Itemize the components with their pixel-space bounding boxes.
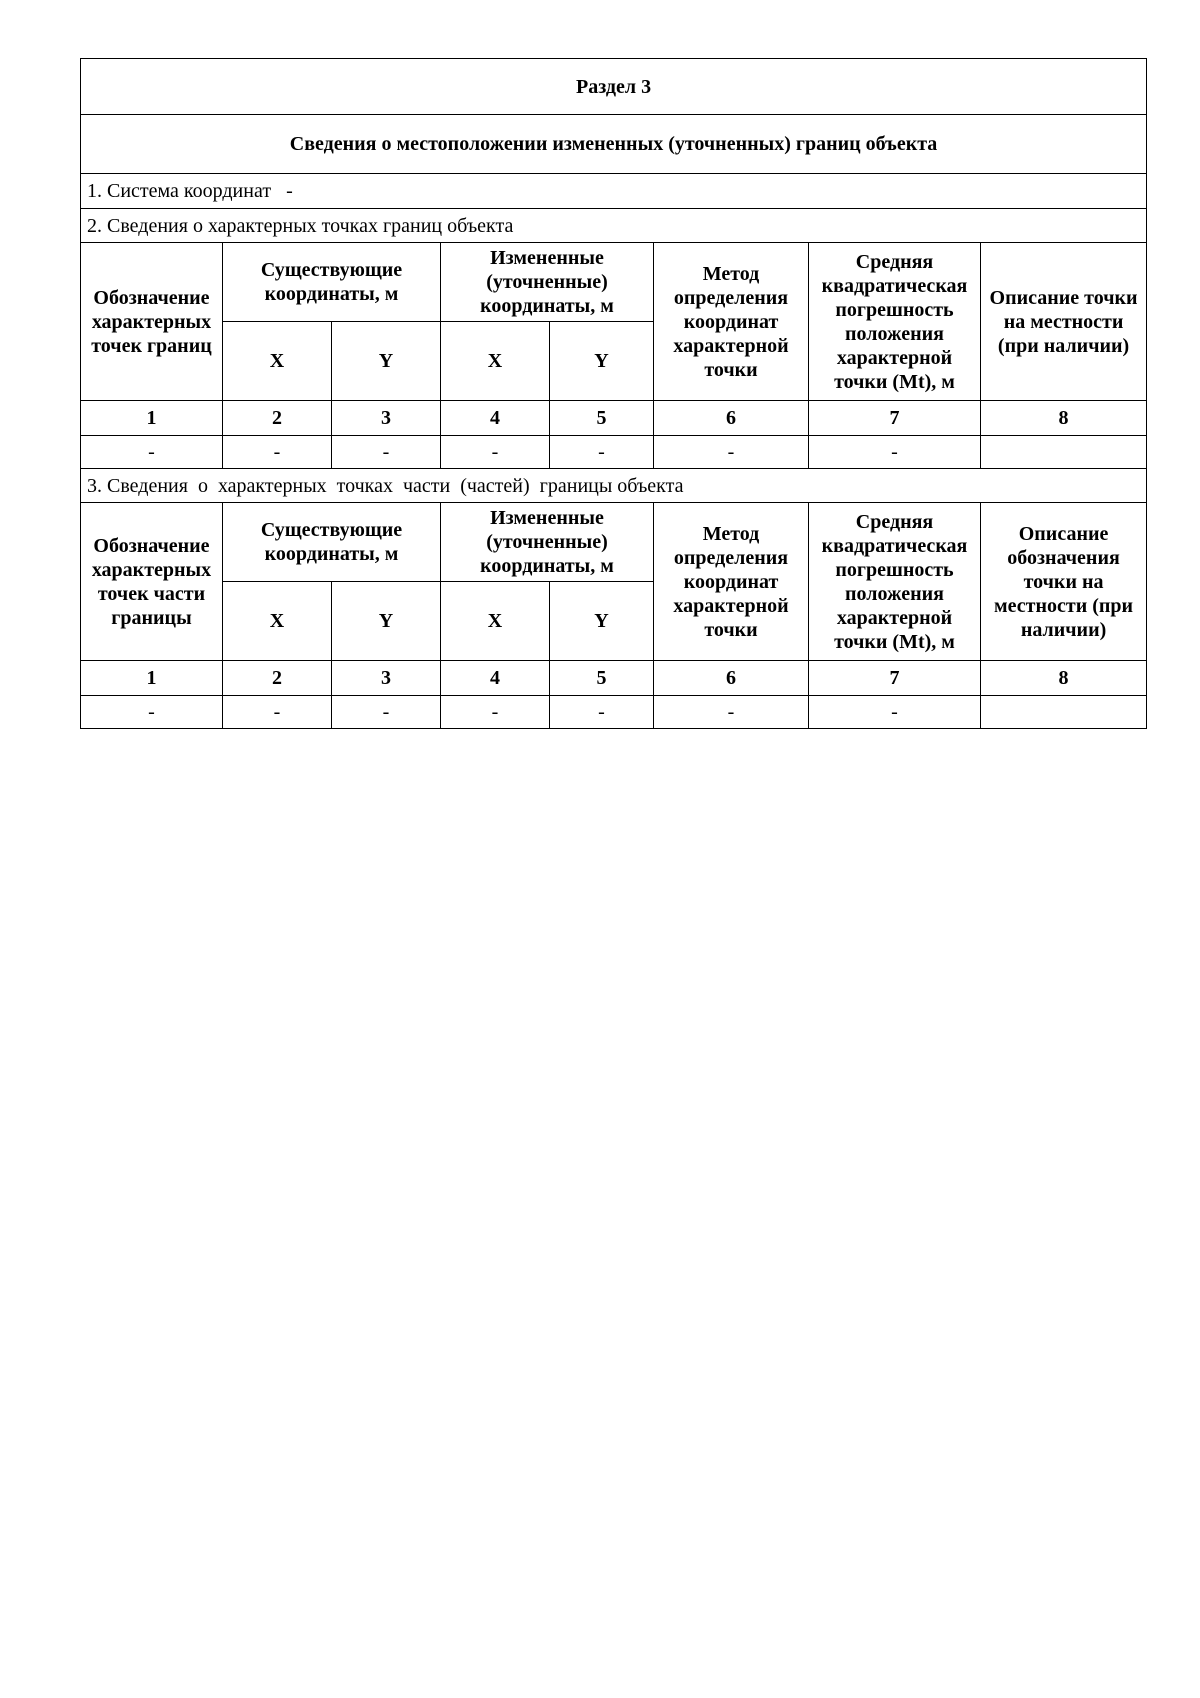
block1-cell-description [981,436,1147,469]
block1-cell-designation: - [81,436,223,469]
block1-num-cell: 2 [223,401,332,436]
block2-cell-x-changed: - [441,696,550,729]
block1-heading: 2. Сведения о характерных точках границ объекта [81,209,1147,243]
block2-num-cell: 7 [809,661,981,696]
block1-cell-y-changed: - [550,436,654,469]
block2-col-designation: Обозначение характерных точек части границы [81,503,223,661]
block2-num-cell: 6 [654,661,809,696]
block2-number-row [81,661,1147,696]
block1-table-row [81,436,1147,469]
block1-col-existing: Существующие координаты, м [223,243,441,322]
block1-cell-y-existing: - [332,436,441,469]
block1-sub-x-changed: X [441,322,550,401]
block2-col-error: Средняя квадратическая погрешность положения характерной точки (Mt), м [809,503,981,661]
block1-num-cell: 5 [550,401,654,436]
block2-heading: 3. Сведения о характерных точках части (частей) границы объекта [81,469,1147,503]
block1-col-changed: Измененные (уточненные) координаты, м [441,243,654,322]
block1-num-cell: 4 [441,401,550,436]
block2-cell-error: - [809,696,981,729]
block1-sub-y-changed: Y [550,322,654,401]
block1-num-cell: 1 [81,401,223,436]
block2-sub-y-changed: Y [550,582,654,661]
block1-num-cell: 3 [332,401,441,436]
section-title: Раздел 3 [81,59,1147,115]
section-subtitle: Сведения о местоположении измененных (уточненных) границ объекта [81,115,1147,174]
block1-cell-x-changed: - [441,436,550,469]
block2-cell-x-existing: - [223,696,332,729]
block2-col-method: Метод определения координат характерной точки [654,503,809,661]
block2-col-existing: Существующие координаты, м [223,503,441,582]
block1-col-designation: Обозначение характерных точек границ [81,243,223,401]
block1-num-cell: 8 [981,401,1147,436]
coord-system-label: 1. Система координат [87,180,272,202]
block2-col-description: Описание обозначения точки на местности (при наличии) [981,503,1147,661]
block2-cell-designation: - [81,696,223,729]
block1-sub-x-existing: X [223,322,332,401]
section-3-table [80,58,1147,729]
block2-cell-y-existing: - [332,696,441,729]
block1-cell-error: - [809,436,981,469]
block2-num-cell: 4 [441,661,550,696]
block1-col-error: Средняя квадратическая погрешность положения характерной точки (Mt), м [809,243,981,401]
block2-num-cell: 2 [223,661,332,696]
block2-cell-description [981,696,1147,729]
block2-num-cell: 5 [550,661,654,696]
coord-system-value: - [286,180,293,202]
block2-num-cell: 3 [332,661,441,696]
block1-col-method: Метод определения координат характерной точки [654,243,809,401]
block2-col-changed: Измененные (уточненные) координаты, м [441,503,654,582]
block1-num-cell: 6 [654,401,809,436]
block1-col-description: Описание точки на местности (при наличии) [981,243,1147,401]
block2-num-cell: 1 [81,661,223,696]
block1-cell-method: - [654,436,809,469]
block2-cell-y-changed: - [550,696,654,729]
block2-sub-x-changed: X [441,582,550,661]
block1-number-row [81,401,1147,436]
block2-num-cell: 8 [981,661,1147,696]
block2-sub-x-existing: X [223,582,332,661]
block2-sub-y-existing: Y [332,582,441,661]
block2-cell-method: - [654,696,809,729]
block1-num-cell: 7 [809,401,981,436]
document-page [80,58,1146,729]
block1-cell-x-existing: - [223,436,332,469]
block2-table-row [81,696,1147,729]
coord-system-line [81,174,1147,209]
block1-sub-y-existing: Y [332,322,441,401]
